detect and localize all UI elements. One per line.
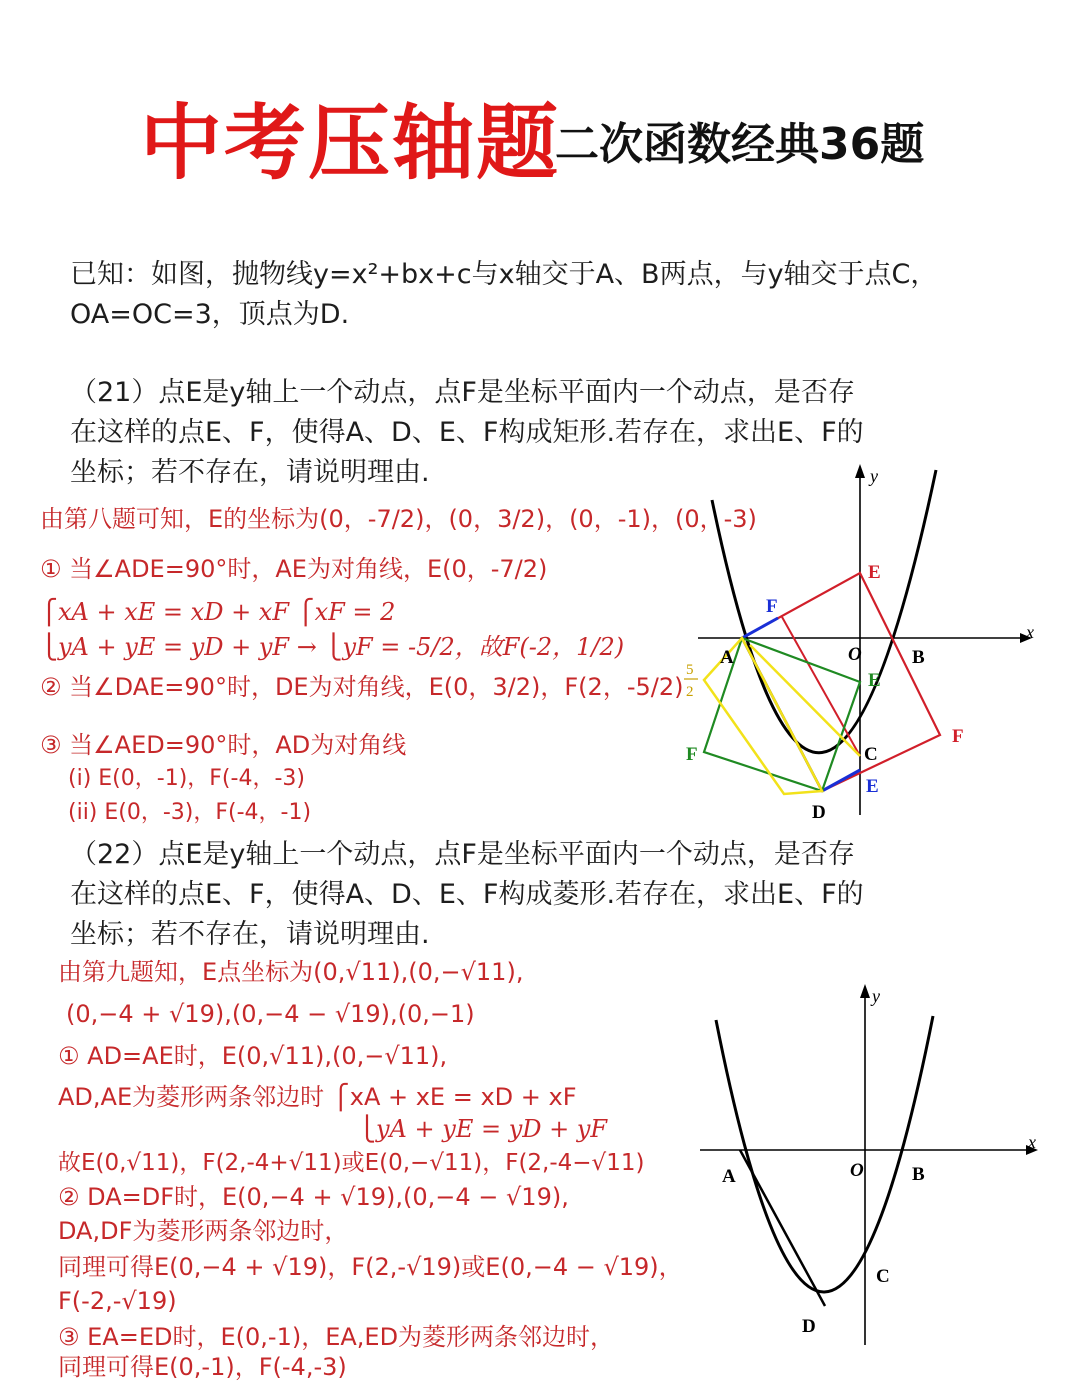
q21-sol-3b: ⎩yA + yE = yD + yF → ⎩yF = -5/2，故F(-2，1/2) <box>40 633 625 661</box>
q21-sol-4: ② 当∠DAE=90°时，DE为对角线，E(0，3/2)，F(2，-5/2) <box>40 673 684 701</box>
q22-line-1: （22）点E是y轴上一个动点，点F是坐标平面内一个动点，是否存 <box>70 839 855 870</box>
label-e-mid: E <box>868 670 881 691</box>
q21-sol-1: 由第八题可知，E的坐标为(0，-7/2)，(0，3/2)，(0，-1)，(0，-3) <box>40 505 757 533</box>
label-c: C <box>864 744 878 765</box>
q21-sol-6: (i) E(0，-1)，F(-4，-3) <box>68 766 305 791</box>
label-b: B <box>912 1164 925 1185</box>
q22-sol-3: ① AD=AE时，E(0,√11),(0,−√11), <box>58 1042 448 1070</box>
q22-sol-5: 故E(0,√11)，F(2,-4+√11)或E(0,−√11)，F(2,-4−√11) <box>58 1150 645 1176</box>
intro-line-2: OA=OC=3，顶点为D. <box>70 299 350 330</box>
y-axis-arrow <box>860 984 870 998</box>
label-y: y <box>872 986 880 1006</box>
label-c: C <box>876 1266 890 1287</box>
label-f-blue: F <box>766 596 778 617</box>
label-f-red: F <box>952 726 964 747</box>
parabola <box>712 470 936 753</box>
blue-segment-top <box>742 618 778 638</box>
q22-sol-4a: AD,AE为菱形两条邻边时 ⎧xA + xE = xD + xF <box>58 1083 577 1111</box>
q22-sol-2: (0,−4 + √19),(0,−4 − √19),(0,−1) <box>66 1000 475 1028</box>
label-e-low: E <box>866 776 879 797</box>
page-title: 中考压轴题 <box>140 96 561 191</box>
label-b: B <box>912 647 925 668</box>
q22-sol-7: DA,DF为菱形两条邻边时， <box>58 1217 349 1245</box>
label-d: D <box>812 802 826 823</box>
q21-sol-7: (ii) E(0，-3)，F(-4，-1) <box>68 800 312 825</box>
label-y: y <box>870 466 878 486</box>
q22-sol-8: 同理可得E(0,−4 + √19)，F(2,-√19)或E(0,−4 − √19)， <box>58 1253 683 1281</box>
q21-sol-2: ① 当∠ADE=90°时，AE为对角线，E(0，-7/2) <box>40 555 548 583</box>
q21-line-2: 在这样的点E、F，使得A、D、E、F构成矩形.若存在，求出E、F的 <box>70 417 864 448</box>
q22-sol-11: 同理可得E(0,-1)，F(-4,-3) <box>58 1353 347 1381</box>
q21-sol-5: ③ 当∠AED=90°时，AD为对角线 <box>40 731 407 759</box>
label-frac-den: 2 <box>686 684 694 700</box>
q22-sol-4b: ⎩yA + yE = yD + yF <box>358 1115 608 1143</box>
label-origin: O <box>848 644 862 665</box>
page-subtitle: 二次函数经典36题 <box>555 119 925 170</box>
label-frac-num: 5 <box>686 662 694 678</box>
parabola <box>716 1016 933 1292</box>
q22-line-2: 在这样的点E、F，使得A、D、E、F构成菱形.若存在，求出E、F的 <box>70 879 864 910</box>
q22-sol-10: ③ EA=ED时，E(0,-1)，EA,ED为菱形两条邻边时， <box>58 1323 615 1351</box>
q21-line-1: （21）点E是y轴上一个动点，点F是坐标平面内一个动点，是否存 <box>70 377 855 408</box>
label-x: x <box>1026 622 1034 642</box>
q22-sol-9: F(-2,-√19) <box>58 1287 177 1315</box>
label-a: A <box>722 1166 736 1187</box>
y-axis-arrow <box>855 464 865 478</box>
graph-rhombus-figure <box>690 980 1050 1350</box>
label-a: A <box>720 647 734 668</box>
label-x: x <box>1028 1132 1036 1152</box>
label-origin: O <box>850 1160 864 1181</box>
q22-line-3: 坐标；若不存在，请说明理由. <box>70 919 430 950</box>
label-d: D <box>802 1316 816 1337</box>
q21-sol-3a: ⎧xA + xE = xD + xF ⎧xF = 2 <box>40 598 396 626</box>
segment-ad <box>740 1150 825 1306</box>
q21-line-3: 坐标；若不存在，请说明理由. <box>70 457 430 488</box>
intro-line-1: 已知：如图，抛物线y=x²+bx+c与x轴交于A、B两点，与y轴交于点C， <box>70 259 938 290</box>
q22-sol-6: ② DA=DF时，E(0,−4 + √19),(0,−4 − √19), <box>58 1183 569 1211</box>
label-e-top: E <box>868 562 881 583</box>
q22-sol-1: 由第九题知，E点坐标为(0,√11),(0,−√11), <box>58 958 524 986</box>
label-f-green: F <box>686 744 698 765</box>
graph-rectangle-figure <box>660 460 1050 830</box>
